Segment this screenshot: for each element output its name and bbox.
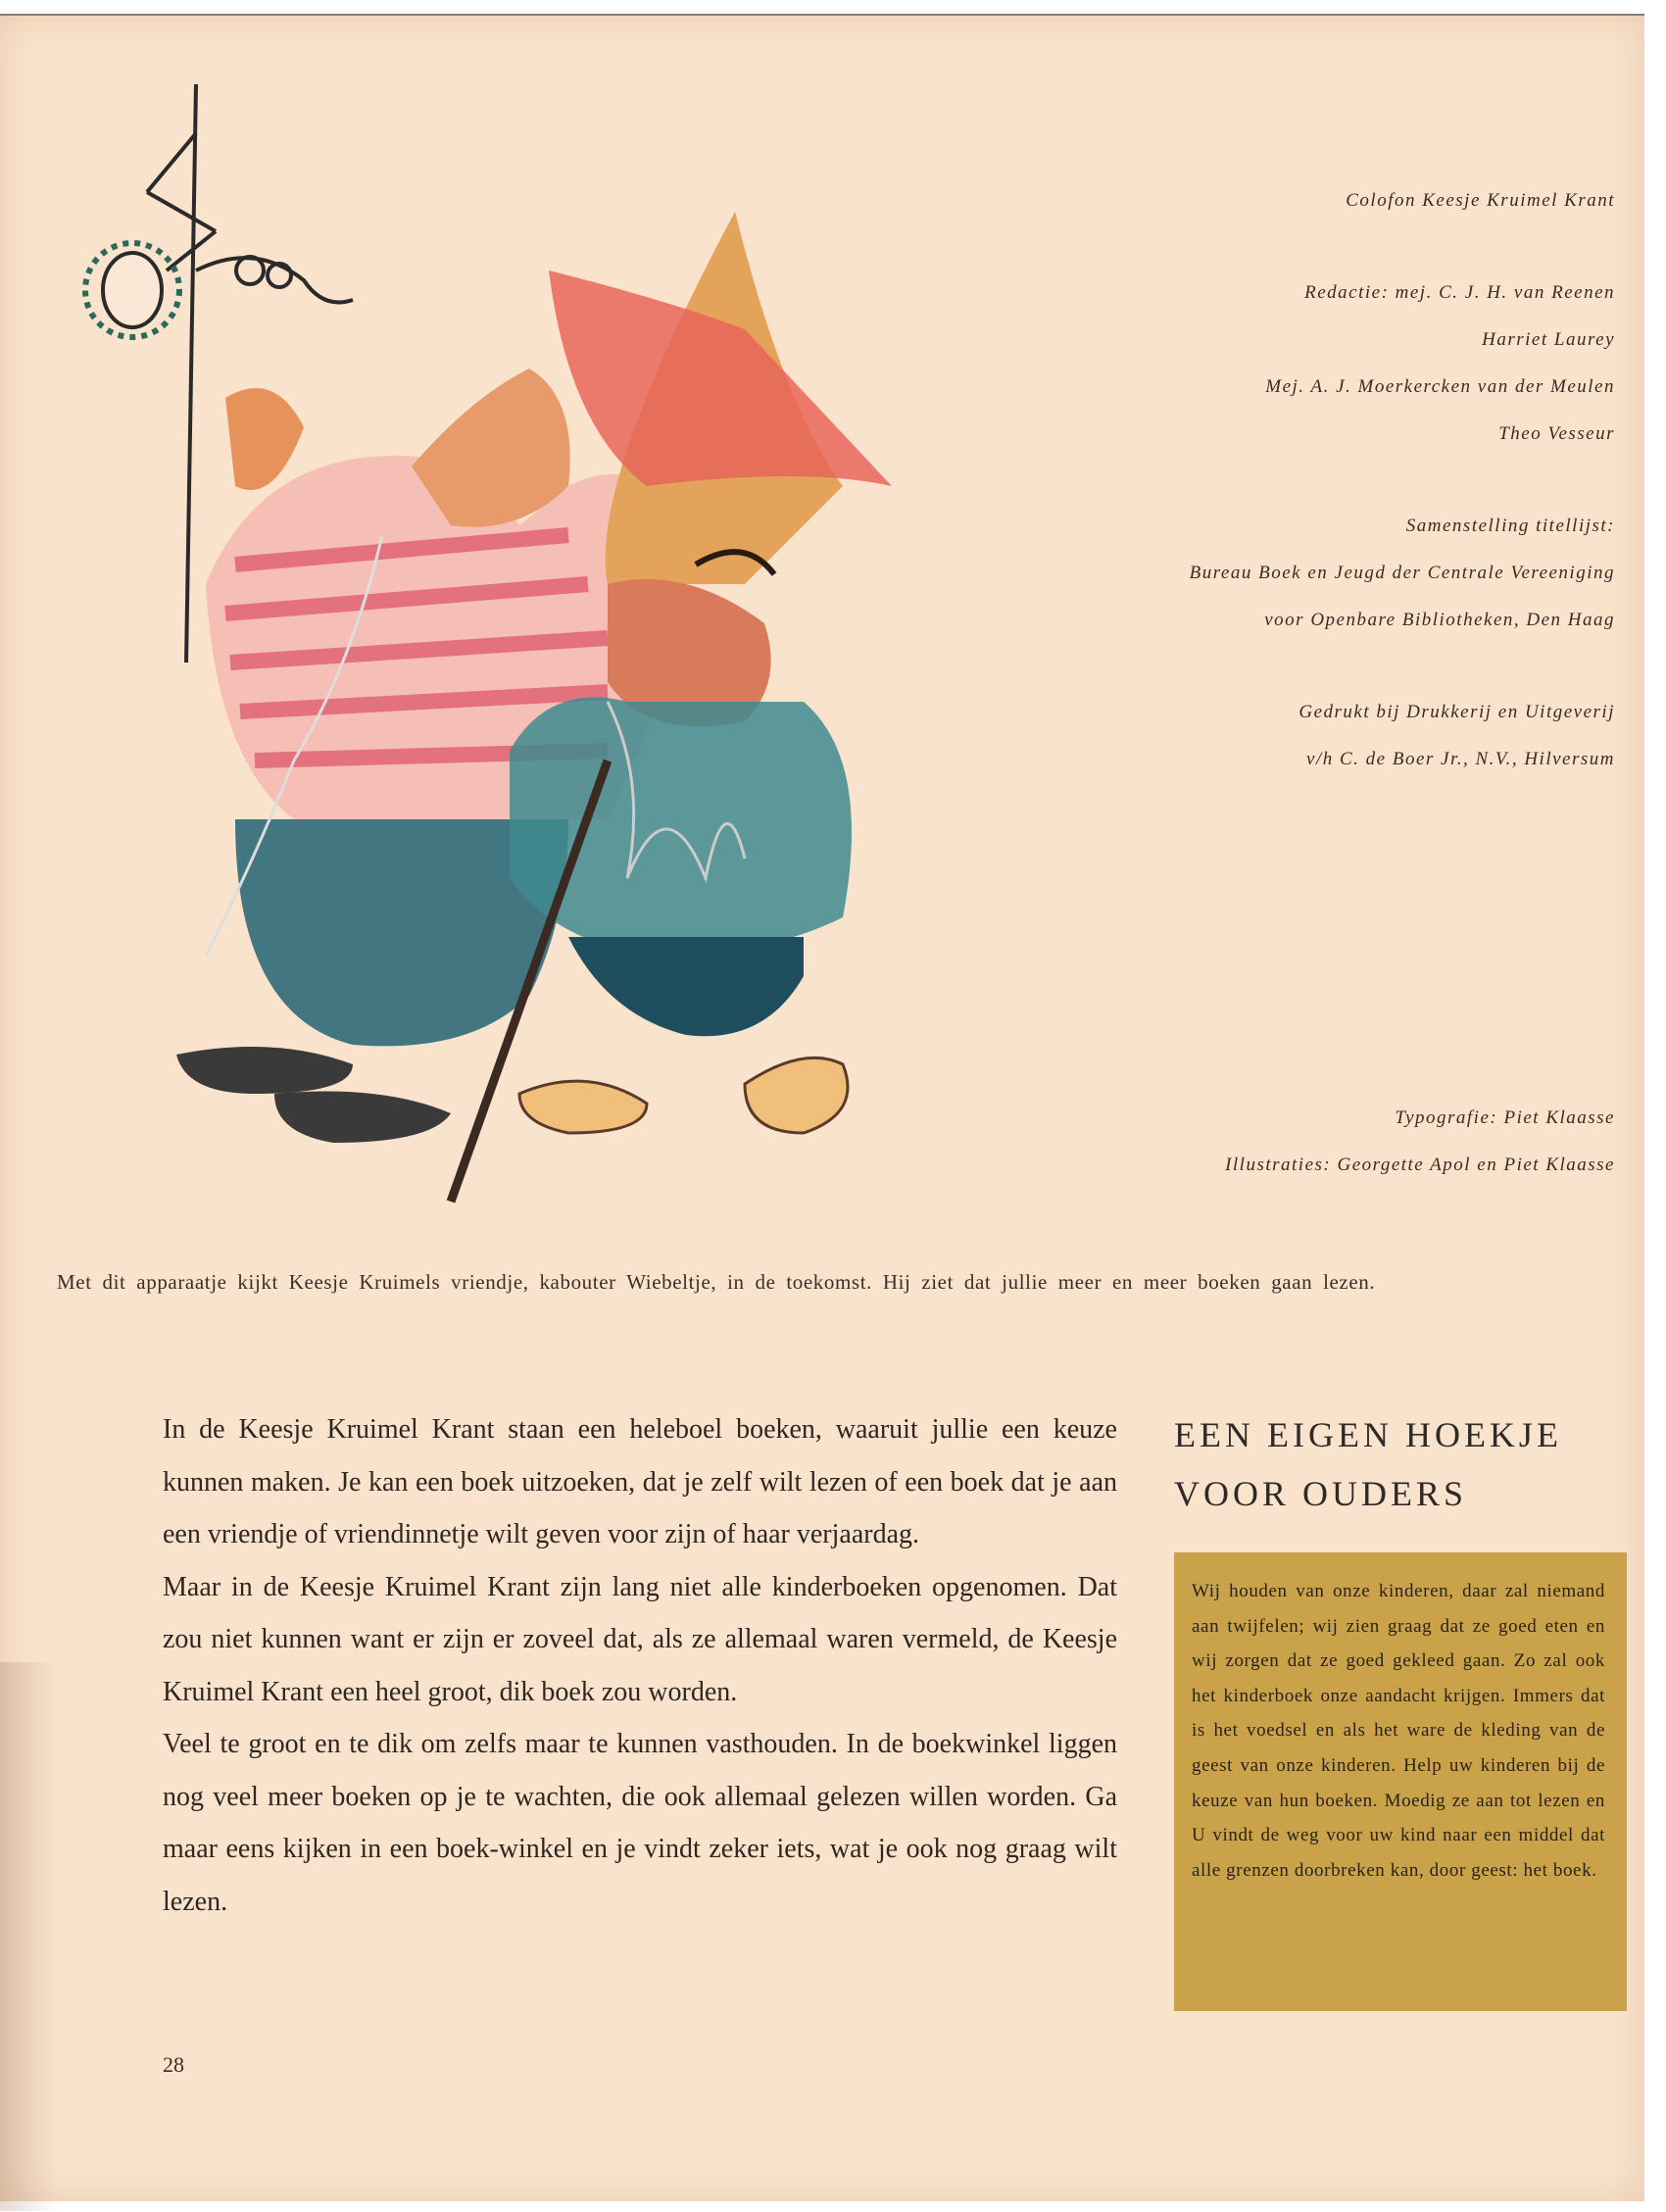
colofon-line: voor Openbare Bibliotheken, Den Haag xyxy=(1264,610,1615,630)
colofon-line: Typografie: Piet Klaasse xyxy=(1395,1107,1615,1128)
colofon-line: Gedrukt bij Drukkerij en Uitgeverij xyxy=(1298,702,1615,722)
colofon-line: Redactie: mej. C. J. H. van Reenen xyxy=(1304,282,1615,303)
colofon-credits xyxy=(988,177,1615,1189)
binding-shadow xyxy=(0,1662,59,2211)
colofon-line: Bureau Boek en Jeugd der Centrale Vereeniging xyxy=(1189,563,1615,583)
colofon-line: Theo Vesseur xyxy=(1498,423,1615,444)
heading-line: VOOR OUDERS xyxy=(1174,1474,1468,1513)
article-paragraph: In de Keesje Kruimel Krant staan een heleboel boeken, waaruit jullie een keuze kunnen maken. Je kan een boek uitzoeken, dat je zelf wilt lezen of een boek dat je aan een vriendje of vriendinnetje wilt geven voor zijn of haar verjaardag. xyxy=(163,1414,1117,1549)
article-paragraph: Veel te groot en te dik om zelfs maar te kunnen vasthouden. In de boekwinkel liggen nog veel meer boeken op je te wachten, die ook allemaal gelezen willen worden. Ga maar eens kijken in een boek-winkel en je vindt zeker iets, wat je ook nog graag wilt lezen. xyxy=(163,1729,1117,1917)
colofon-line: Samenstelling titellijst: xyxy=(1405,516,1615,536)
parents-corner-heading xyxy=(1174,1405,1605,1523)
page-number: 28 xyxy=(163,2052,184,2077)
colofon-line: Mej. A. J. Moerkercken van der Meulen xyxy=(1265,376,1615,397)
colofon-line: v/h C. de Boer Jr., N.V., Hilversum xyxy=(1306,749,1615,769)
heading-line: EEN EIGEN HOEKJE xyxy=(1174,1415,1562,1454)
colofon-line: Harriet Laurey xyxy=(1482,329,1615,350)
article-paragraph: Maar in de Keesje Kruimel Krant zijn lang niet alle kinderboeken opgenomen. Dat zou niet kunnen want er zijn er zoveel dat, als ze allemaal waren vermeld, de Keesje Kruimel Krant een heel groot, dik boek zou worden. xyxy=(163,1571,1117,1707)
colofon-line: Illustraties: Georgette Apol en Piet Klaasse xyxy=(1225,1155,1615,1175)
illustration-caption: Met dit apparaatje kijkt Keesje Kruimels vriendje, kabouter Wiebeltje, in de toekomst. Hij ziet dat jullie meer en meer boeken gaan lezen. xyxy=(57,1270,1376,1294)
parents-corner-text: Wij houden van onze kinderen, daar zal niemand aan twijfelen; wij zien graag dat ze goed eten en wij zorgen dat ze goed gekleed gaan. Zo zal ook het kinderboek onze aandacht krijgen. Immers dat is het voedsel en als het ware de kleding van de geest van onze kinderen. Help uw kinderen bij de keuze van hun boeken. Moedig ze aan tot lezen en U vindt de weg voor uw kind naar een middel dat alle grenzen doorbreken kan, door geest: het boek. xyxy=(1192,1581,1605,1881)
main-article xyxy=(163,1403,1117,1928)
parents-corner-box xyxy=(1174,1552,1627,2011)
colofon-title: Colofon Keesje Kruimel Krant xyxy=(1346,190,1615,211)
magazine-page xyxy=(0,16,1644,2201)
